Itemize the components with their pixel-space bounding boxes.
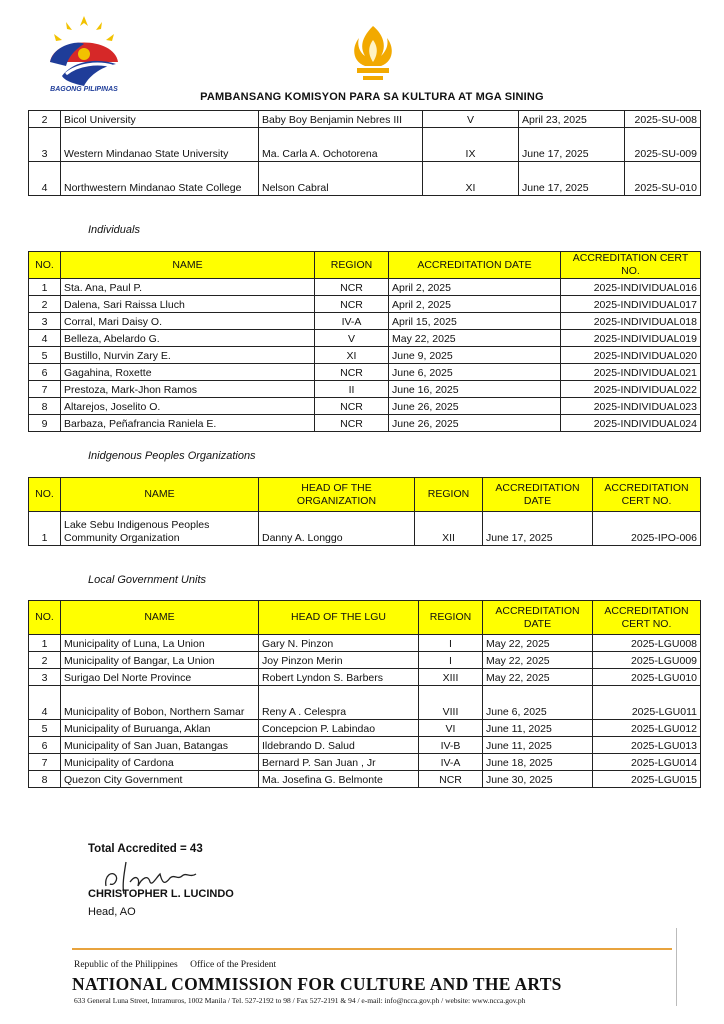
cell-date: June 17, 2025 [483, 512, 593, 546]
cell-date: June 6, 2025 [389, 364, 561, 381]
cell-no: 2 [29, 111, 61, 128]
cell-date: May 22, 2025 [483, 635, 593, 652]
cell-date: June 11, 2025 [483, 737, 593, 754]
header-no: NO. [29, 478, 61, 512]
cell-name: Municipality of Cardona [61, 754, 259, 771]
cell-name: Bicol University [61, 111, 259, 128]
cell-cert: 2025-INDIVIDUAL018 [561, 313, 701, 330]
cell-no: 3 [29, 313, 61, 330]
table-row [29, 771, 701, 788]
cell-name: Dalena, Sari Raissa Lluch [61, 296, 315, 313]
cell-name: Altarejos, Joselito O. [61, 398, 315, 415]
cell-name: Municipality of Luna, La Union [61, 635, 259, 652]
cell-name: Municipality of Bangar, La Union [61, 652, 259, 669]
cell-region: IV-B [419, 737, 483, 754]
cell-date: April 23, 2025 [519, 111, 625, 128]
table-row [29, 415, 701, 432]
agency-title: PAMBANSANG KOMISYON PARA SA KULTURA AT MGA SINING [200, 91, 544, 103]
cell-no: 5 [29, 347, 61, 364]
cell-head: Gary N. Pinzon [259, 635, 419, 652]
cell-no: 4 [29, 686, 61, 720]
cell-head: Nelson Cabral [259, 162, 423, 196]
cell-name: Quezon City Government [61, 771, 259, 788]
ipo-table-body [29, 512, 701, 546]
cell-no: 1 [29, 635, 61, 652]
table-row [29, 512, 701, 546]
lgu-table-body [29, 635, 701, 788]
header-head-of-organization: HEAD OF THE ORGANIZATION [259, 478, 415, 512]
cell-no: 3 [29, 128, 61, 162]
cell-head: Concepcion P. Labindao [259, 720, 419, 737]
cell-name: Municipality of Bobon, Northern Samar [61, 686, 259, 720]
cell-region: I [419, 635, 483, 652]
cell-head: Baby Boy Benjamin Nebres III [259, 111, 423, 128]
cell-cert: 2025-LGU013 [593, 737, 701, 754]
header-accreditation-cert: ACCREDITATION CERT NO. [593, 478, 701, 512]
header-accreditation-cert: ACCREDITATION CERT NO. [593, 601, 701, 635]
cell-date: May 22, 2025 [483, 652, 593, 669]
bagong-pilipinas-text: BAGONG PILIPINAS [50, 86, 118, 93]
table-row [29, 128, 701, 162]
individuals-table-body [29, 279, 701, 432]
header-region: REGION [315, 252, 389, 279]
cell-name: Barbaza, Peñafrancia Raniela E. [61, 415, 315, 432]
table-row [29, 347, 701, 364]
cell-name: Northwestern Mindanao State College [61, 162, 259, 196]
cell-head: Robert Lyndon S. Barbers [259, 669, 419, 686]
cell-region: NCR [315, 398, 389, 415]
cell-cert: 2025-SU-010 [625, 162, 701, 196]
cell-region: VI [419, 720, 483, 737]
cell-cert: 2025-LGU010 [593, 669, 701, 686]
cell-no: 6 [29, 364, 61, 381]
cell-head: Ma. Carla A. Ochotorena [259, 128, 423, 162]
cell-cert: 2025-LGU012 [593, 720, 701, 737]
footer-government-line [74, 960, 286, 970]
cell-name: Municipality of San Juan, Batangas [61, 737, 259, 754]
cell-cert: 2025-INDIVIDUAL019 [561, 330, 701, 347]
cell-head: Danny A. Longgo [259, 512, 415, 546]
table-row [29, 162, 701, 196]
cell-date: May 22, 2025 [483, 669, 593, 686]
cell-region: NCR [419, 771, 483, 788]
cell-name: Lake Sebu Indigenous Peoples Community Organization [61, 512, 259, 546]
cell-name: Western Mindanao State University [61, 128, 259, 162]
bagong-pilipinas-logo [44, 14, 124, 98]
individuals-table [28, 251, 701, 432]
cell-no: 5 [29, 720, 61, 737]
flame-icon [345, 22, 401, 86]
ipo-header-row [29, 478, 701, 512]
cell-date: June 16, 2025 [389, 381, 561, 398]
su-table-body [29, 111, 701, 196]
cell-region: NCR [315, 364, 389, 381]
cell-region: IX [423, 128, 519, 162]
cell-date: June 30, 2025 [483, 771, 593, 788]
cell-cert: 2025-LGU014 [593, 754, 701, 771]
cell-head: Ma. Josefina G. Belmonte [259, 771, 419, 788]
cell-region: I [419, 652, 483, 669]
individuals-section-label: Individuals [88, 224, 140, 236]
cell-name: Corral, Mari Daisy O. [61, 313, 315, 330]
cell-cert: 2025-INDIVIDUAL023 [561, 398, 701, 415]
cell-cert: 2025-LGU015 [593, 771, 701, 788]
lgu-section-label: Local Government Units [88, 574, 206, 586]
cell-head: Reny A . Celespra [259, 686, 419, 720]
cell-cert: 2025-INDIVIDUAL020 [561, 347, 701, 364]
header-region: REGION [415, 478, 483, 512]
cell-no: 4 [29, 330, 61, 347]
cell-no: 8 [29, 771, 61, 788]
table-row [29, 669, 701, 686]
cell-region: XI [423, 162, 519, 196]
table-row [29, 737, 701, 754]
cell-no: 4 [29, 162, 61, 196]
footer-office: Office of the President [190, 960, 277, 970]
cell-date: June 17, 2025 [519, 162, 625, 196]
cell-region: V [423, 111, 519, 128]
cell-name: Belleza, Abelardo G. [61, 330, 315, 347]
header-name: NAME [61, 252, 315, 279]
cell-region: NCR [315, 415, 389, 432]
table-row [29, 330, 701, 347]
cell-cert: 2025-INDIVIDUAL022 [561, 381, 701, 398]
total-accredited: Total Accredited = 43 [88, 843, 203, 855]
cell-name: Sta. Ana, Paul P. [61, 279, 315, 296]
cell-no: 1 [29, 279, 61, 296]
cell-date: May 22, 2025 [389, 330, 561, 347]
footer-republic: Republic of the Philippines [74, 960, 178, 970]
cell-date: June 9, 2025 [389, 347, 561, 364]
header-name: NAME [61, 601, 259, 635]
cell-head: Ildebrando D. Salud [259, 737, 419, 754]
cell-no: 8 [29, 398, 61, 415]
table-row [29, 111, 701, 128]
table-row [29, 364, 701, 381]
cell-date: June 11, 2025 [483, 720, 593, 737]
cell-date: April 2, 2025 [389, 279, 561, 296]
cell-date: June 6, 2025 [483, 686, 593, 720]
state-universities-table [28, 110, 701, 196]
header-no: NO. [29, 252, 61, 279]
cell-date: April 15, 2025 [389, 313, 561, 330]
cell-region: IV-A [419, 754, 483, 771]
table-row [29, 754, 701, 771]
cell-no: 2 [29, 652, 61, 669]
cell-region: NCR [315, 296, 389, 313]
signatory-title: Head, AO [88, 906, 136, 918]
cell-region: IV-A [315, 313, 389, 330]
cell-date: June 17, 2025 [519, 128, 625, 162]
cell-cert: 2025-INDIVIDUAL017 [561, 296, 701, 313]
ncca-flame-logo [345, 22, 401, 86]
cell-cert: 2025-LGU009 [593, 652, 701, 669]
table-row [29, 686, 701, 720]
individuals-header-row [29, 252, 701, 279]
cell-no: 2 [29, 296, 61, 313]
cell-cert: 2025-LGU008 [593, 635, 701, 652]
table-row [29, 635, 701, 652]
table-row [29, 398, 701, 415]
cell-region: V [315, 330, 389, 347]
header-name: NAME [61, 478, 259, 512]
cell-cert: 2025-IPO-006 [593, 512, 701, 546]
cell-region: VIII [419, 686, 483, 720]
cell-date: June 26, 2025 [389, 398, 561, 415]
cell-cert: 2025-INDIVIDUAL024 [561, 415, 701, 432]
cell-cert: 2025-SU-009 [625, 128, 701, 162]
table-row [29, 279, 701, 296]
lgu-table [28, 600, 701, 788]
header-accreditation-date: ACCREDITATION DATE [389, 252, 561, 279]
table-row [29, 720, 701, 737]
table-row [29, 313, 701, 330]
cell-date: June 26, 2025 [389, 415, 561, 432]
cell-name: Bustillo, Nurvin Zary E. [61, 347, 315, 364]
cell-date: April 2, 2025 [389, 296, 561, 313]
cell-region: XIII [419, 669, 483, 686]
footer-divider [72, 948, 672, 950]
header-region: REGION [419, 601, 483, 635]
footer-commission-name: NATIONAL COMMISSION FOR CULTURE AND THE ARTS [72, 974, 562, 994]
cell-no: 6 [29, 737, 61, 754]
cell-head: Joy Pinzon Merin [259, 652, 419, 669]
header-head-of-lgu: HEAD OF THE LGU [259, 601, 419, 635]
table-row [29, 381, 701, 398]
cell-cert: 2025-INDIVIDUAL021 [561, 364, 701, 381]
ipo-section-label: Inidgenous Peoples Organizations [88, 450, 256, 462]
ipo-table [28, 477, 701, 546]
cell-cert: 2025-SU-008 [625, 111, 701, 128]
header-accreditation-date: ACCREDITATION DATE [483, 478, 593, 512]
cell-no: 1 [29, 512, 61, 546]
cell-cert: 2025-LGU011 [593, 686, 701, 720]
footer-vertical-rule [676, 928, 677, 1006]
cell-name: Municipality of Buruanga, Aklan [61, 720, 259, 737]
cell-no: 3 [29, 669, 61, 686]
cell-no: 9 [29, 415, 61, 432]
cell-no: 7 [29, 381, 61, 398]
cell-no: 7 [29, 754, 61, 771]
cell-cert: 2025-INDIVIDUAL016 [561, 279, 701, 296]
cell-name: Surigao Del Norte Province [61, 669, 259, 686]
footer-address: 633 General Luna Street, Intramuros, 1002 Manila / Tel. 527-2192 to 98 / Fax 527-2191 & 94 / e-mail: info@ncca.gov.ph / website: www.ncca.gov.ph [74, 996, 526, 1005]
header-accreditation-cert: ACCREDITATION CERT NO. [561, 252, 701, 279]
cell-region: II [315, 381, 389, 398]
cell-region: NCR [315, 279, 389, 296]
table-row [29, 652, 701, 669]
cell-name: Gagahina, Roxette [61, 364, 315, 381]
header-no: NO. [29, 601, 61, 635]
cell-region: XII [415, 512, 483, 546]
cell-region: XI [315, 347, 389, 364]
header-accreditation-date: ACCREDITATION DATE [483, 601, 593, 635]
signatory-name: CHRISTOPHER L. LUCINDO [88, 888, 234, 900]
cell-date: June 18, 2025 [483, 754, 593, 771]
lgu-header-row [29, 601, 701, 635]
cell-head: Bernard P. San Juan , Jr [259, 754, 419, 771]
cell-name: Prestoza, Mark-Jhon Ramos [61, 381, 315, 398]
table-row [29, 296, 701, 313]
